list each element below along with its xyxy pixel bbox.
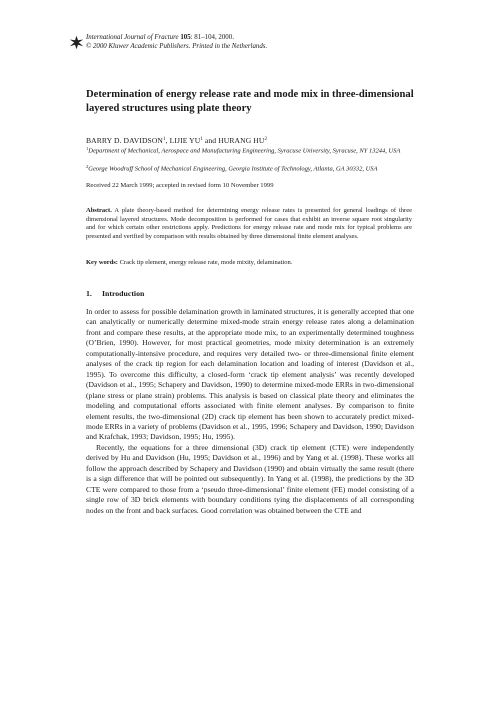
abstract [86, 207, 412, 241]
copyright-line [86, 42, 426, 51]
section-title: Introduction [102, 289, 145, 298]
journal-citation: International Journal of Fracture 105: 81–104, 2000. [86, 34, 234, 41]
affiliation-mark: 1 [86, 146, 89, 151]
masthead [86, 33, 426, 51]
author-affiliation-mark: 1 [163, 137, 166, 142]
author-affiliation-mark: 2 [264, 137, 268, 142]
affiliation-1 [86, 145, 416, 156]
author-separator: , [165, 136, 170, 145]
keywords [86, 259, 412, 268]
printed-text: Printed in the Netherlands. [192, 43, 268, 50]
author-name: HURANG HU [218, 136, 265, 145]
paper-title: Determination of energy release rate and mode mix in three-dimensional layered structures using plate theory [86, 89, 414, 114]
affiliation-mark: 2 [86, 164, 89, 169]
section-heading [86, 289, 416, 299]
paragraph: In order to assess for possible delamination growth in laminated structures, it is generally accepted that one can analytically or numerically determine mixed-mode strain energy release rates along a delamination front and compare these results, at the appropriate mode mix, to an experimentally determined toughness (O’Brien, 1990). However, for most practical geometries, mode mixity determination is an extremely computationally-intensive procedure, and requires very detailed two- or three-dimensional finite element analyses of the crack tip region for each delamination location and loading of interest (Davidson et al., 1995). To overcome this difficulty, a closed-form ‘crack tip element analysis’ was recently developed (Davidson et al., 1995; Schapery and Davidson, 1990) to determine mixed-mode ERRs in two-dimensional (plane stress or plane strain) problems. This analysis is based on classical plate theory and eliminates the modeling and computational efforts associated with finite element analyses. By comparison to finite element results, the two-dimensional (2D) crack tip element has been shown to accurately predict mixed-mode ERRs in a variety of problems (Davidson et al., 1995, 1996; Schapery and Davidson, 1990; Davidson and Krafchak, 1993; Davidson, 1995; Hu, 1995). [86, 307, 414, 442]
affiliation-text: Department of Mechanical, Aerospace and Manufacturing Engineering, Syracuse University, Syracuse, NY 13244, USA [88, 147, 401, 155]
author-name: BARRY D. DAVIDSON [86, 136, 164, 145]
copyright-text: © 2000 Kluwer Academic Publishers. [86, 43, 191, 50]
keywords-label: Key words: [86, 259, 118, 266]
section-number: 1. [86, 289, 92, 298]
affiliation-2 [86, 163, 416, 174]
received-dates: Received 22 March 1999; accepted in revised form 10 November 1999 [86, 182, 274, 189]
journal-name: International Journal of Fracture [86, 34, 179, 41]
body-text [86, 307, 414, 516]
journal-volume: 105 [180, 34, 191, 41]
author-affiliation-mark: 1 [200, 137, 203, 142]
affiliation-text: George Woodruff School of Mechanical Engineering, Georgia Institute of Technology, Atlanta, GA 30332, USA [88, 165, 378, 173]
abstract-label: Abstract. [86, 207, 112, 214]
author-separator: and [202, 136, 219, 145]
abstract-text: A plate theory-based method for determining energy release rates is presented for general loadings of three dimensional layered structures. Mode decomposition is performed for cases that exhibit an inverse square root singularity and for which certain other restrictions apply. Predictions for energy release rate and mode mix for typical problems are presented and verified by comparison with results obtained by three dimensional finite element analyses. [86, 207, 412, 240]
publisher-logo-icon [69, 35, 84, 50]
paragraph: Recently, the equations for a three dimensional (3D) crack tip element (CTE) were independently derived by Hu and Davidson (Hu, 1995; Davidson et al., 1996) and by Yang et al. (1998). These works all follow the approach described by Schapery and Davidson (1990) and obtain virtually the same result (there is a sign difference that will be pointed out subsequently). In Yang et al. (1998), the predictions by the 3D CTE were compared to those from a ‘pseudo three-dimensional’ finite element (FE) model consisting of a single row of 3D brick elements with boundary conditions tying the displacements of all corresponding nodes on the front and back surfaces. Good correlation was obtained between the CTE and [86, 442, 414, 515]
journal-pages: 81–104, 2000. [194, 34, 234, 41]
keywords-text: Crack tip element, energy release rate, mode mixity, delamination. [119, 259, 293, 266]
author-name: LIJIE YU [169, 136, 201, 145]
